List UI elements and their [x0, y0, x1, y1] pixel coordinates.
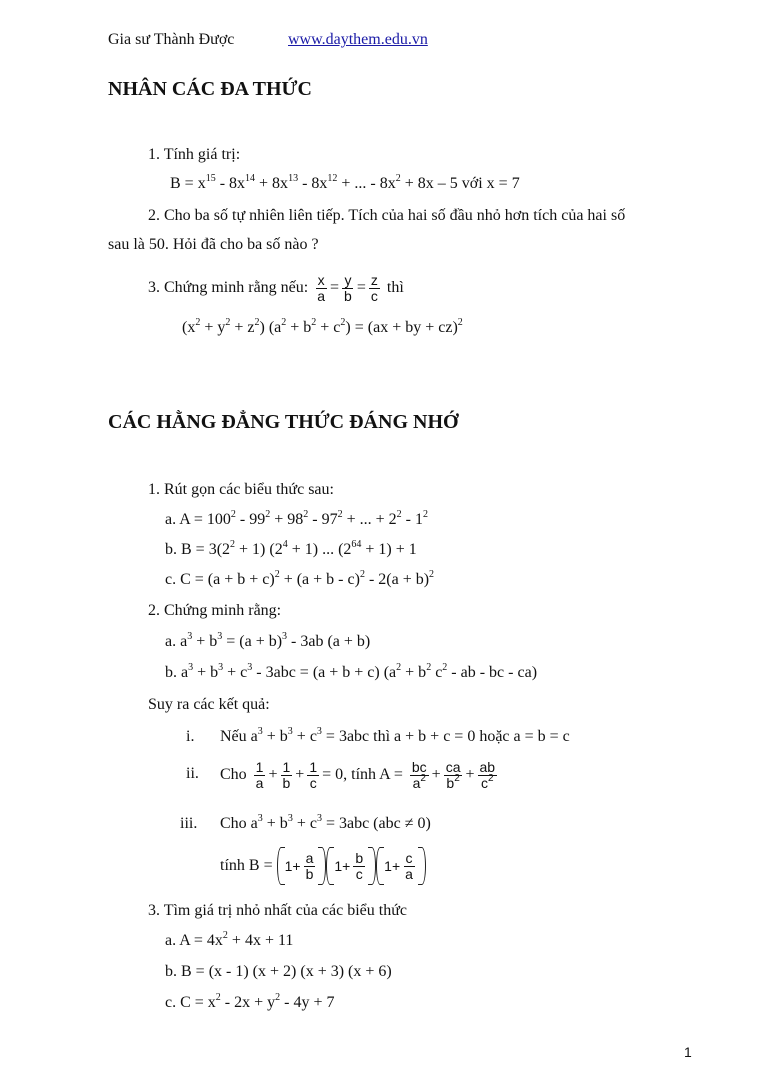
header-website-link[interactable]: www.daythem.edu.vn — [288, 31, 428, 48]
question-2-label: 2. Chứng minh rằng: — [148, 602, 282, 619]
result-ii-number: ii. — [186, 765, 199, 782]
deduce-label: Suy ra các kết quả: — [148, 696, 270, 713]
problem-3-statement: 3. Chứng minh rằng nếu: $\frac{x}{a}$ = $\frac{y}{b}$ = $\frac{z}{c}$ thì — [148, 271, 404, 304]
fraction-1-over-b: $\frac{1}{b}$ — [282, 758, 291, 791]
question-1a: a. $A = 100^2 - 99^2 + 98^2 - 97^2$ + ... + $2^2 - 1^2$ — [165, 509, 428, 528]
problem-3-expression: $(x^2 + y^2 + z^2) (a^2 + b^2 + c^2) = (ax$ + by + cz)$^2$ — [182, 317, 463, 336]
question-2b: b. $a^3 + b^3 + c^3 - 3abc = (a + b + c) (a^2 + b^2$ $c^2$ - ab - bc - ca) — [165, 662, 538, 681]
question-3c: c. $C = x^2 - 2x + y^2 - 4y + 7$ — [165, 992, 335, 1011]
fraction-x-over-a: $\frac{x}{a}$ — [317, 271, 326, 304]
result-iii-number: iii. — [180, 815, 198, 832]
result-ii: Cho $\frac{1}{a}$ + $\frac{1}{b}$ + $\frac{1}{c}$ = 0, tính A = $\frac{bc}{a^2}$ + $\frac{ca}{b^2}$ + $\frac{ab}{c^2}$ — [220, 758, 496, 791]
factor-1-plus-a-over-b: 1 + $\frac{a}{b}$ — [277, 846, 327, 886]
fraction-ca-over-b2: $\frac{ca}{b^2}$ — [445, 758, 461, 791]
section-title-polynomial-multiplication: NHÂN CÁC ĐA THỨC — [108, 78, 312, 100]
question-3a: a. $A = 4x^2 + 4x + 11$ — [165, 930, 294, 949]
fraction-z-over-c: $\frac{z}{c}$ — [370, 271, 378, 304]
fraction-y-over-b: $\frac{y}{b}$ — [344, 271, 352, 304]
question-3b: b. B = (x - 1) (x + 2) (x + 3) (x + 6) — [165, 963, 392, 980]
result-i-number: i. — [186, 728, 195, 745]
header-author: Gia sư Thành Được — [108, 31, 235, 48]
result-i: Nếu $a^3 + b^3 + c^3 = 3abc$ thì a + b + c = 0 hoặc a = b = c — [220, 726, 570, 745]
fraction-ab-over-c2: $\frac{ab}{c^2}$ — [479, 758, 496, 791]
question-1c: c. $C = (a + b + c)^2 + (a + b - c)^2 - 2(a + b)^2$ — [165, 569, 435, 588]
problem-2-line-2: sau là 50. Hỏi đã cho ba số nào ? — [108, 236, 319, 253]
problem-2-line-1: 2. Cho ba số tự nhiên liên tiếp. Tích của hai số đầu nhỏ hơn tích của hai số — [148, 207, 626, 224]
problem-1-expression: $B = x^{15} - 8x^{14} + 8x^{13} - 8x^{12}$ + ... - $8x^2 + 8x - 5$ với x = 7 — [170, 173, 520, 192]
fraction-1-over-a: $\frac{1}{a}$ — [255, 758, 264, 791]
question-2a: a. $a^3 + b^3 = (a + b)^3 - 3ab$ (a + b) — [165, 631, 371, 650]
fraction-1-over-c: $\frac{1}{c}$ — [309, 758, 318, 791]
problem-1-label: 1. Tính giá trị: — [148, 146, 241, 163]
page-number: 1 — [684, 1044, 692, 1060]
factor-1-plus-b-over-c: 1 + $\frac{b}{c}$ — [326, 846, 376, 886]
question-3-label: 3. Tìm giá trị nhỏ nhất của các biểu thức — [148, 902, 407, 919]
result-iii-formula: tính B = 1 + $\frac{a}{b}$ 1 + $\frac{b}{c}$ 1 + $\frac{c}{a}$ — [220, 846, 426, 886]
question-1-label: 1. Rút gọn các biểu thức sau: — [148, 481, 334, 498]
result-iii: Cho $a^3 + b^3 + c^3 = 3abc$ (abc ≠ 0) — [220, 813, 431, 832]
section-title-identities: CÁC HẰNG ĐẲNG THỨC ĐÁNG NHỚ — [108, 411, 459, 433]
factor-1-plus-c-over-a: 1 + $\frac{c}{a}$ — [376, 846, 426, 886]
question-1b: b. $B = 3(2^2 + 1) (2^4 + 1)$ ... $(2^{64} + 1) + 1$ — [165, 539, 417, 558]
fraction-bc-over-a2: $\frac{bc}{a^2}$ — [411, 758, 427, 791]
